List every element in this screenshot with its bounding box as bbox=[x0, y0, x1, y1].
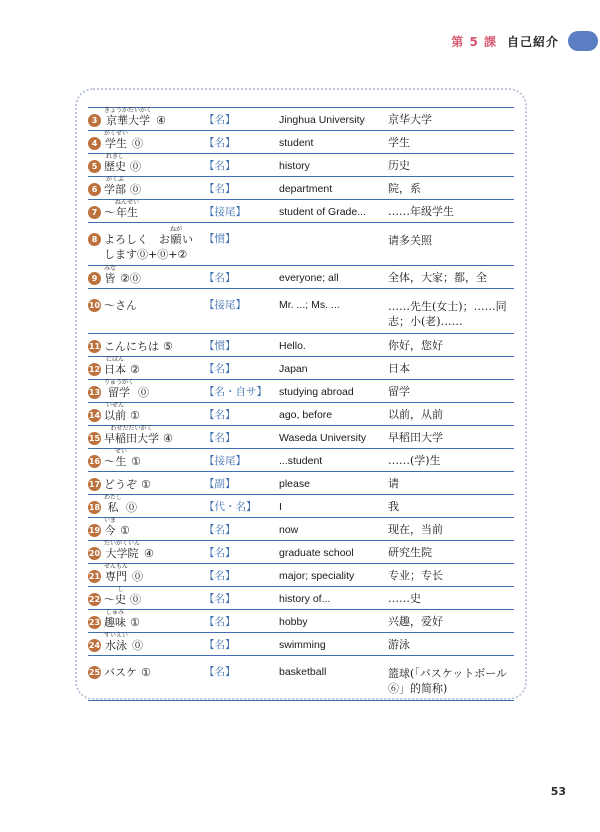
chinese-gloss: 学生 bbox=[388, 136, 410, 149]
chinese-gloss: 兴趣，爱好 bbox=[388, 615, 443, 628]
english-gloss: Mr. ...; Ms. ... bbox=[279, 299, 340, 311]
furigana: すいえい bbox=[104, 632, 129, 639]
entry-number-badge: 3 bbox=[88, 114, 101, 127]
headword-line bbox=[104, 659, 204, 679]
headword-cell bbox=[104, 265, 204, 285]
entry-number-cell bbox=[88, 501, 104, 514]
entry-number-cell bbox=[88, 570, 104, 583]
part-of-speech: 【名】 bbox=[204, 548, 236, 559]
headword-line bbox=[104, 471, 204, 491]
furigana: せんもん bbox=[104, 563, 129, 570]
chinese-gloss: 日本 bbox=[388, 362, 410, 375]
pitch-accent: ① bbox=[131, 455, 141, 468]
furigana: だいがくいん bbox=[104, 540, 141, 547]
pitch-accent: ① bbox=[141, 478, 151, 491]
headword-segment bbox=[170, 226, 182, 246]
headword-segment bbox=[104, 659, 137, 679]
furigana: いま bbox=[104, 517, 117, 524]
english-gloss bbox=[279, 226, 388, 233]
english-gloss: student bbox=[279, 137, 314, 149]
entry-number-cell bbox=[88, 455, 104, 468]
entry-number-cell bbox=[88, 478, 104, 491]
entry-number-badge: 11 bbox=[88, 340, 101, 353]
vocab-row bbox=[88, 563, 514, 586]
headword-line bbox=[104, 199, 204, 219]
english-gloss: student of Grade... bbox=[279, 206, 366, 218]
headword-cell bbox=[104, 448, 204, 468]
entry-number-badge: 9 bbox=[88, 272, 101, 285]
headword-cell bbox=[104, 540, 204, 560]
vocab-row bbox=[88, 425, 514, 448]
headword-line bbox=[104, 563, 204, 583]
vocab-row bbox=[88, 379, 514, 402]
furigana: がくぶ bbox=[105, 176, 124, 183]
entry-number-cell bbox=[88, 363, 104, 376]
headword-text: 趣味 bbox=[104, 616, 126, 629]
headword-cell bbox=[104, 199, 204, 219]
chinese-gloss: 早稻田大学 bbox=[388, 431, 443, 444]
headword-segment bbox=[104, 494, 122, 514]
part-of-speech: 【名】 bbox=[204, 115, 236, 126]
chinese-gloss: ……(学)生 bbox=[388, 454, 441, 467]
vocab-row bbox=[88, 333, 514, 356]
page-number: 53 bbox=[550, 785, 566, 798]
furigana: がくせい bbox=[104, 130, 129, 137]
headword-cell bbox=[104, 471, 204, 491]
headword-segment bbox=[104, 563, 128, 583]
headword-cell bbox=[104, 333, 204, 353]
vocab-row bbox=[88, 655, 514, 700]
english-gloss: studying abroad bbox=[279, 386, 354, 398]
headword-line bbox=[104, 265, 204, 285]
headword-segment bbox=[104, 292, 137, 312]
vocab-row bbox=[88, 153, 514, 176]
headword-line bbox=[104, 333, 204, 353]
headword-text: 皆 bbox=[104, 272, 116, 285]
vocab-row bbox=[88, 540, 514, 563]
headword-segment bbox=[104, 448, 115, 468]
headword-segment bbox=[104, 153, 126, 173]
headword-text: 私 bbox=[107, 501, 119, 514]
entry-number-badge: 24 bbox=[88, 639, 101, 652]
english-gloss: please bbox=[279, 478, 310, 490]
entry-number-badge: 19 bbox=[88, 524, 101, 537]
headword-text: 水泳 bbox=[105, 639, 127, 652]
english-gloss: major; speciality bbox=[279, 570, 355, 582]
english-gloss: department bbox=[279, 183, 333, 195]
part-of-speech: 【名】 bbox=[204, 640, 236, 651]
vocab-row bbox=[88, 265, 514, 288]
chinese-gloss: 历史 bbox=[388, 159, 410, 172]
part-of-speech: 【接尾】 bbox=[204, 300, 246, 311]
furigana: ねが bbox=[170, 226, 183, 233]
headword-cell bbox=[104, 356, 204, 376]
entry-number-badge: 10 bbox=[88, 299, 101, 312]
headword-text: 学部 bbox=[104, 183, 126, 196]
english-gloss: everyone; all bbox=[279, 272, 339, 284]
vocab-row bbox=[88, 288, 514, 333]
entry-number-cell bbox=[88, 432, 104, 445]
headword-line bbox=[104, 402, 204, 422]
headword-text: 今 bbox=[104, 524, 116, 537]
part-of-speech: 【名】 bbox=[204, 364, 236, 375]
entry-number-cell bbox=[88, 292, 104, 312]
headword-cell bbox=[104, 176, 204, 196]
part-of-speech: 【名】 bbox=[204, 571, 236, 582]
chinese-gloss: 现在，当前 bbox=[388, 523, 443, 536]
english-gloss: graduate school bbox=[279, 547, 354, 559]
headword-segment bbox=[115, 199, 139, 219]
entry-number-cell bbox=[88, 593, 104, 606]
entry-number-cell bbox=[88, 206, 104, 219]
headword-text: 年生 bbox=[116, 206, 138, 219]
entry-number-cell bbox=[88, 114, 104, 127]
headword-cell bbox=[104, 153, 204, 173]
chinese-gloss: ……先生(女士)；……同志；小(老)…… bbox=[388, 300, 507, 328]
headword-line bbox=[104, 130, 204, 150]
pitch-accent: ⓪ bbox=[138, 386, 150, 399]
headword-line bbox=[104, 632, 204, 652]
furigana: せい bbox=[115, 448, 128, 455]
headword-segment bbox=[104, 333, 159, 353]
entry-number-badge: 20 bbox=[88, 547, 101, 560]
entry-number-cell bbox=[88, 659, 104, 679]
headword-segment bbox=[115, 448, 127, 468]
headword-cell bbox=[104, 517, 204, 537]
chinese-gloss: 留学 bbox=[388, 385, 410, 398]
headword-line bbox=[104, 494, 204, 514]
headword-line bbox=[104, 226, 204, 246]
furigana: わせだだいがく bbox=[110, 425, 153, 432]
chinese-gloss: 以前，从前 bbox=[388, 408, 443, 421]
entry-number-badge: 7 bbox=[88, 206, 101, 219]
headword-text: こんにちは bbox=[104, 340, 159, 353]
furigana: わたし bbox=[104, 494, 123, 501]
entry-number-cell bbox=[88, 524, 104, 537]
headword-cell bbox=[104, 402, 204, 422]
pitch-accent: ② bbox=[130, 363, 140, 376]
part-of-speech: 【名】 bbox=[204, 184, 236, 195]
headword-segment bbox=[104, 609, 126, 629]
headword-text: ～ bbox=[104, 206, 115, 219]
entry-number-badge: 23 bbox=[88, 616, 101, 629]
chinese-gloss: 院，系 bbox=[388, 182, 421, 195]
part-of-speech: 【名】 bbox=[204, 138, 236, 149]
pitch-accent: ① bbox=[130, 409, 140, 422]
furigana: し bbox=[117, 586, 124, 593]
entry-number-cell bbox=[88, 409, 104, 422]
headword-line bbox=[104, 586, 204, 606]
chinese-gloss: ……年级学生 bbox=[388, 205, 454, 218]
vocab-row bbox=[88, 517, 514, 540]
headword-segment bbox=[104, 632, 128, 652]
entry-number-badge: 21 bbox=[88, 570, 101, 583]
entry-number-cell bbox=[88, 183, 104, 196]
entry-number-cell bbox=[88, 340, 104, 353]
vocab-table bbox=[88, 107, 514, 701]
english-gloss: history of... bbox=[279, 593, 331, 605]
headword-segment bbox=[104, 586, 115, 606]
headword-segment bbox=[104, 402, 126, 422]
part-of-speech: 【名】 bbox=[204, 161, 236, 172]
english-gloss: Jinghua University bbox=[279, 114, 365, 126]
part-of-speech: 【名】 bbox=[204, 525, 236, 536]
english-gloss: history bbox=[279, 160, 310, 172]
part-of-speech: 【接尾】 bbox=[204, 456, 246, 467]
headword-line bbox=[104, 107, 204, 127]
vocab-row bbox=[88, 448, 514, 471]
part-of-speech: 【名】 bbox=[204, 667, 236, 678]
chinese-gloss: 请 bbox=[388, 477, 399, 490]
part-of-speech: 【名】 bbox=[204, 617, 236, 628]
vocab-row bbox=[88, 632, 514, 655]
vocab-row bbox=[88, 107, 514, 130]
vocab-row bbox=[88, 130, 514, 153]
vocab-row bbox=[88, 402, 514, 425]
part-of-speech: 【名】 bbox=[204, 594, 236, 605]
headword-text: 生 bbox=[115, 455, 127, 468]
chinese-gloss: 专业；专长 bbox=[388, 569, 443, 582]
headword-line bbox=[104, 540, 204, 560]
headword-line bbox=[104, 176, 204, 196]
entry-number-cell bbox=[88, 137, 104, 150]
headword-segment bbox=[104, 540, 140, 560]
english-gloss: ago, before bbox=[279, 409, 333, 421]
part-of-speech: 【副】 bbox=[204, 479, 236, 490]
headword-segment bbox=[104, 425, 159, 445]
entry-number-cell bbox=[88, 616, 104, 629]
headword-text: ～ bbox=[104, 455, 115, 468]
headword-cell bbox=[104, 130, 204, 150]
part-of-speech: 【慣】 bbox=[204, 234, 236, 245]
part-of-speech: 【名】 bbox=[204, 433, 236, 444]
lesson-number-label: 第 5 課 bbox=[451, 34, 497, 49]
entry-number-badge: 12 bbox=[88, 363, 101, 376]
headword-text: どうぞ bbox=[104, 478, 137, 491]
vocab-row bbox=[88, 609, 514, 632]
english-gloss: Japan bbox=[279, 363, 308, 375]
headword-text: 学生 bbox=[105, 137, 127, 150]
entry-number-badge: 25 bbox=[88, 666, 101, 679]
pitch-accent: ⓪ bbox=[130, 593, 141, 606]
entry-number-cell bbox=[88, 386, 104, 399]
pitch-accent: ②⓪ bbox=[120, 272, 141, 285]
furigana: にほん bbox=[105, 356, 124, 363]
headword-second-line: します⓪+⓪+② bbox=[104, 248, 188, 261]
pitch-accent: ⓪ bbox=[132, 137, 144, 150]
headword-text: よろしく お bbox=[104, 233, 170, 246]
headword-line bbox=[104, 292, 204, 312]
furigana: きょうかだいがく bbox=[104, 107, 153, 114]
headword-segment bbox=[104, 517, 116, 537]
chinese-gloss: ……史 bbox=[388, 592, 421, 605]
vocab-row bbox=[88, 494, 514, 517]
headword-cell bbox=[104, 107, 204, 127]
english-gloss: Waseda University bbox=[279, 432, 367, 444]
headword-text: 京華大学 bbox=[106, 114, 150, 127]
entry-number-badge: 5 bbox=[88, 160, 101, 173]
entry-number-cell bbox=[88, 547, 104, 560]
headword-line bbox=[104, 356, 204, 376]
entry-number-badge: 4 bbox=[88, 137, 101, 150]
headword-segment bbox=[104, 176, 126, 196]
headword-cell bbox=[104, 563, 204, 583]
headword-line bbox=[104, 517, 204, 537]
furigana: みな bbox=[104, 265, 117, 272]
pitch-accent: ⓪ bbox=[130, 183, 141, 196]
chinese-gloss: 京华大学 bbox=[388, 113, 432, 126]
pitch-accent: ④ bbox=[163, 432, 173, 445]
english-gloss: Hello. bbox=[279, 340, 306, 352]
headword-cell bbox=[104, 609, 204, 629]
headword-line bbox=[104, 609, 204, 629]
headword-line bbox=[104, 379, 204, 399]
headword-segment bbox=[104, 265, 116, 285]
headword-segment bbox=[104, 471, 137, 491]
entry-number-cell bbox=[88, 639, 104, 652]
part-of-speech: 【接尾】 bbox=[204, 207, 246, 218]
lesson-title: 自己紹介 bbox=[506, 34, 559, 49]
chinese-gloss: 我 bbox=[388, 500, 399, 513]
chinese-gloss: 你好，您好 bbox=[388, 339, 443, 352]
headword-cell bbox=[104, 659, 204, 679]
vocab-row bbox=[88, 586, 514, 609]
english-gloss: I bbox=[279, 501, 282, 513]
entry-number-badge: 6 bbox=[88, 183, 101, 196]
vocab-row bbox=[88, 356, 514, 379]
part-of-speech: 【名】 bbox=[204, 410, 236, 421]
headword-segment bbox=[182, 226, 193, 246]
pitch-accent: ⓪ bbox=[132, 570, 144, 583]
part-of-speech: 【代・名】 bbox=[204, 502, 257, 513]
english-gloss: swimming bbox=[279, 639, 326, 651]
entry-number-cell bbox=[88, 160, 104, 173]
pitch-accent: ④ bbox=[144, 547, 154, 560]
english-gloss: now bbox=[279, 524, 299, 536]
english-gloss: ...student bbox=[279, 455, 323, 467]
headword-segment bbox=[115, 586, 126, 606]
chinese-gloss: 游泳 bbox=[388, 638, 410, 651]
furigana: しゅみ bbox=[105, 609, 124, 616]
headword-segment bbox=[104, 226, 170, 246]
part-of-speech: 【慣】 bbox=[204, 341, 236, 352]
headword-text: 留学 bbox=[108, 386, 130, 399]
headword-text: 以前 bbox=[104, 409, 126, 422]
vocab-row bbox=[88, 222, 514, 265]
entry-number-cell bbox=[88, 272, 104, 285]
headword-segment bbox=[104, 199, 115, 219]
headword-text: 日本 bbox=[104, 363, 126, 376]
pitch-accent: ④ bbox=[156, 114, 166, 127]
entry-number-badge: 8 bbox=[88, 233, 101, 246]
headword-text: ～ bbox=[104, 593, 115, 606]
chinese-gloss: 研究生院 bbox=[388, 546, 432, 559]
entry-number-badge: 22 bbox=[88, 593, 101, 606]
headword-line bbox=[104, 153, 204, 173]
vocab-row bbox=[88, 199, 514, 222]
headword-text: バスケ bbox=[104, 666, 137, 679]
part-of-speech: 【名・自サ】 bbox=[204, 387, 267, 398]
entry-number-badge: 16 bbox=[88, 455, 101, 468]
furigana: れきし bbox=[105, 153, 124, 160]
headword-cell bbox=[104, 379, 204, 399]
headword-segment bbox=[104, 107, 152, 127]
chapter-tab-marker bbox=[568, 31, 598, 51]
part-of-speech: 【名】 bbox=[204, 273, 236, 284]
entry-number-badge: 17 bbox=[88, 478, 101, 491]
entry-number-badge: 18 bbox=[88, 501, 101, 514]
headword-text: 大学院 bbox=[105, 547, 139, 560]
headword-cell bbox=[104, 632, 204, 652]
chinese-gloss: 篮球(「バスケットボール⑥」的简称) bbox=[388, 667, 508, 695]
pitch-accent: ⓪ bbox=[126, 501, 138, 514]
chinese-gloss: 请多关照 bbox=[388, 234, 432, 247]
pitch-accent: ① bbox=[130, 616, 140, 629]
headword-segment bbox=[104, 379, 134, 399]
page-header bbox=[451, 28, 600, 54]
headword-cell bbox=[104, 586, 204, 606]
pitch-accent: ⑤ bbox=[163, 340, 173, 353]
vocab-row bbox=[88, 471, 514, 494]
headword-segment bbox=[104, 130, 128, 150]
entry-number-cell bbox=[88, 226, 104, 246]
headword-text: 願 bbox=[170, 233, 182, 246]
pitch-accent: ⓪ bbox=[132, 639, 144, 652]
headword-text: ～さん bbox=[104, 299, 137, 312]
headword-cell bbox=[104, 494, 204, 514]
headword-text: 史 bbox=[115, 593, 126, 606]
furigana: ねんせい bbox=[115, 199, 140, 206]
pitch-accent: ① bbox=[120, 524, 130, 537]
english-gloss: basketball bbox=[279, 666, 327, 678]
headword-text: 歴史 bbox=[104, 160, 126, 173]
headword-segment bbox=[104, 356, 126, 376]
headword-text: い bbox=[182, 233, 194, 246]
headword-line bbox=[104, 448, 204, 468]
chinese-gloss: 全体，大家；都，全 bbox=[388, 271, 487, 284]
furigana: りゅうがく bbox=[104, 379, 135, 386]
vocab-dashed-box bbox=[75, 88, 527, 700]
english-gloss: hobby bbox=[279, 616, 308, 628]
pitch-accent: ① bbox=[141, 666, 151, 679]
furigana: いぜん bbox=[105, 402, 124, 409]
vocab-row bbox=[88, 176, 514, 199]
headword-text: 専門 bbox=[105, 570, 127, 583]
entry-number-badge: 13 bbox=[88, 386, 101, 399]
pitch-accent: ⓪ bbox=[130, 160, 141, 173]
headword-cell bbox=[104, 226, 204, 261]
headword-cell bbox=[104, 425, 204, 445]
headword-text: 早稲田大学 bbox=[104, 432, 159, 445]
headword-cell bbox=[104, 292, 204, 312]
entry-number-badge: 14 bbox=[88, 409, 101, 422]
headword-line bbox=[104, 425, 204, 445]
entry-number-badge: 15 bbox=[88, 432, 101, 445]
